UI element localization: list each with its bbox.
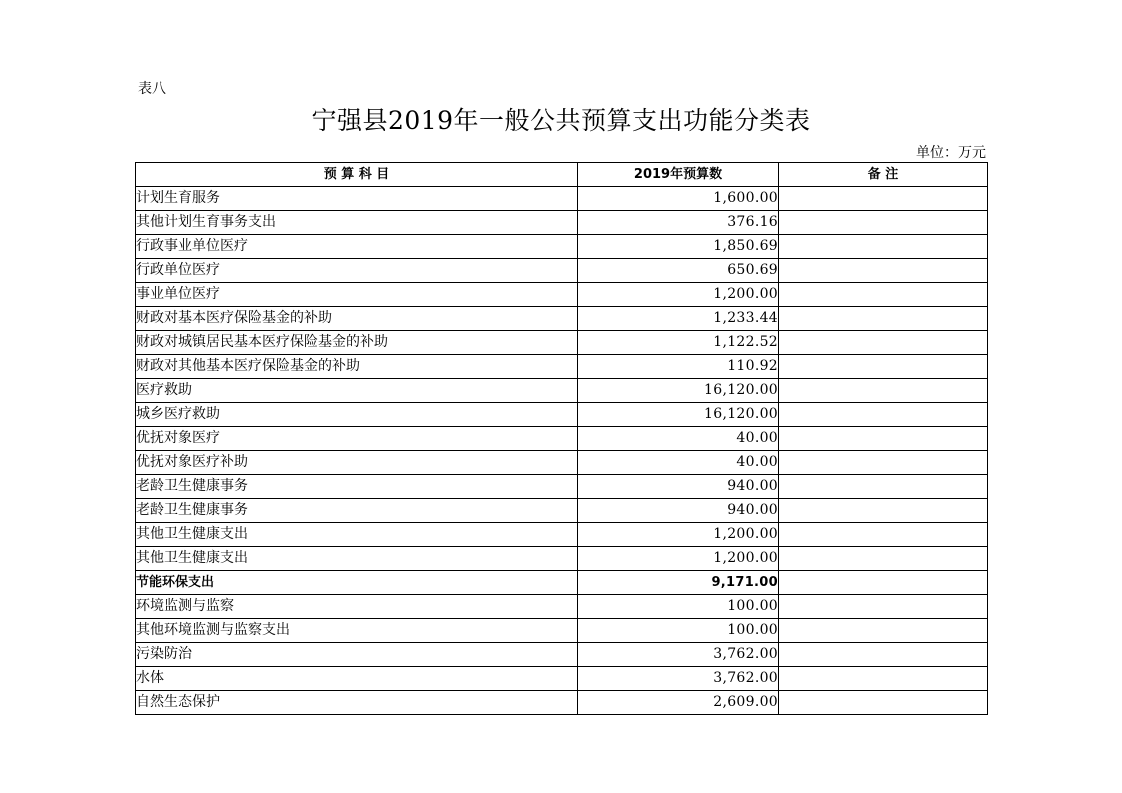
- row-subject: 计划生育服务: [136, 187, 578, 211]
- row-note: [779, 331, 988, 355]
- row-budget-amount: 9,171.00: [578, 571, 779, 595]
- row-subject: 城乡医疗救助: [136, 403, 578, 427]
- row-budget-amount: 1,200.00: [578, 547, 779, 571]
- row-budget-amount: 1,233.44: [578, 307, 779, 331]
- row-subject: 其他卫生健康支出: [136, 523, 578, 547]
- table-row: [136, 379, 988, 403]
- page-title: 宁强县2019年一般公共预算支出功能分类表: [311, 106, 811, 135]
- row-subject: 老龄卫生健康事务: [136, 499, 578, 523]
- row-note: [779, 427, 988, 451]
- row-note: [779, 619, 988, 643]
- row-budget-amount: 16,120.00: [578, 379, 779, 403]
- row-note: [779, 259, 988, 283]
- row-note: [779, 547, 988, 571]
- row-note: [779, 595, 988, 619]
- row-subject: 其他卫生健康支出: [136, 547, 578, 571]
- row-note: [779, 499, 988, 523]
- table-row: [136, 187, 988, 211]
- row-note: [779, 187, 988, 211]
- table-row: [136, 259, 988, 283]
- row-budget-amount: 100.00: [578, 619, 779, 643]
- table-row: [136, 403, 988, 427]
- table-row: [136, 427, 988, 451]
- row-note: [779, 307, 988, 331]
- row-subject: 自然生态保护: [136, 691, 578, 715]
- row-note: [779, 355, 988, 379]
- table-row: [136, 691, 988, 715]
- row-budget-amount: 100.00: [578, 595, 779, 619]
- row-subject: 节能环保支出: [136, 571, 578, 595]
- row-note: [779, 379, 988, 403]
- table-row: [136, 499, 988, 523]
- row-budget-amount: 650.69: [578, 259, 779, 283]
- table-row: [136, 595, 988, 619]
- row-subject: 污染防治: [136, 643, 578, 667]
- row-subject: 财政对城镇居民基本医疗保险基金的补助: [136, 331, 578, 355]
- row-subject: 其他环境监测与监察支出: [136, 619, 578, 643]
- table-label: 表八: [138, 81, 166, 97]
- table-row: [136, 355, 988, 379]
- row-note: [779, 667, 988, 691]
- row-budget-amount: 376.16: [578, 211, 779, 235]
- table-row: [136, 643, 988, 667]
- row-budget-amount: 40.00: [578, 451, 779, 475]
- unit-label: 单位：万元: [916, 145, 986, 161]
- row-budget-amount: 1,122.52: [578, 331, 779, 355]
- row-note: [779, 571, 988, 595]
- row-subject: 优抚对象医疗: [136, 427, 578, 451]
- row-subject: 老龄卫生健康事务: [136, 475, 578, 499]
- row-note: [779, 523, 988, 547]
- table-row: [136, 571, 988, 595]
- row-budget-amount: 1,600.00: [578, 187, 779, 211]
- row-subject: 水体: [136, 667, 578, 691]
- row-note: [779, 211, 988, 235]
- row-budget-amount: 3,762.00: [578, 643, 779, 667]
- row-budget-amount: 1,200.00: [578, 523, 779, 547]
- budget-table: [135, 162, 988, 715]
- column-header-note: 备 注: [779, 163, 988, 187]
- table-header-row: [136, 163, 988, 187]
- row-budget-amount: 940.00: [578, 499, 779, 523]
- row-budget-amount: 1,850.69: [578, 235, 779, 259]
- table-row: [136, 283, 988, 307]
- row-subject: 环境监测与监察: [136, 595, 578, 619]
- row-subject: 财政对其他基本医疗保险基金的补助: [136, 355, 578, 379]
- row-budget-amount: 40.00: [578, 427, 779, 451]
- row-subject: 医疗救助: [136, 379, 578, 403]
- table-row: [136, 211, 988, 235]
- row-subject: 优抚对象医疗补助: [136, 451, 578, 475]
- row-budget-amount: 940.00: [578, 475, 779, 499]
- row-note: [779, 475, 988, 499]
- column-header-subject: 预 算 科 目: [136, 163, 578, 187]
- table-row: [136, 547, 988, 571]
- column-header-budget: 2019年预算数: [578, 163, 779, 187]
- table-row: [136, 451, 988, 475]
- row-budget-amount: 2,609.00: [578, 691, 779, 715]
- row-note: [779, 403, 988, 427]
- row-budget-amount: 1,200.00: [578, 283, 779, 307]
- row-subject: 财政对基本医疗保险基金的补助: [136, 307, 578, 331]
- table-row: [136, 331, 988, 355]
- row-note: [779, 643, 988, 667]
- row-note: [779, 451, 988, 475]
- table-row: [136, 619, 988, 643]
- row-subject: 行政单位医疗: [136, 259, 578, 283]
- table-row: [136, 667, 988, 691]
- row-budget-amount: 3,762.00: [578, 667, 779, 691]
- row-note: [779, 283, 988, 307]
- table-row: [136, 475, 988, 499]
- row-budget-amount: 16,120.00: [578, 403, 779, 427]
- row-subject: 其他计划生育事务支出: [136, 211, 578, 235]
- table-row: [136, 523, 988, 547]
- table-row: [136, 307, 988, 331]
- row-note: [779, 235, 988, 259]
- table-body: [136, 187, 988, 715]
- row-budget-amount: 110.92: [578, 355, 779, 379]
- row-subject: 事业单位医疗: [136, 283, 578, 307]
- table-row: [136, 235, 988, 259]
- row-subject: 行政事业单位医疗: [136, 235, 578, 259]
- row-note: [779, 691, 988, 715]
